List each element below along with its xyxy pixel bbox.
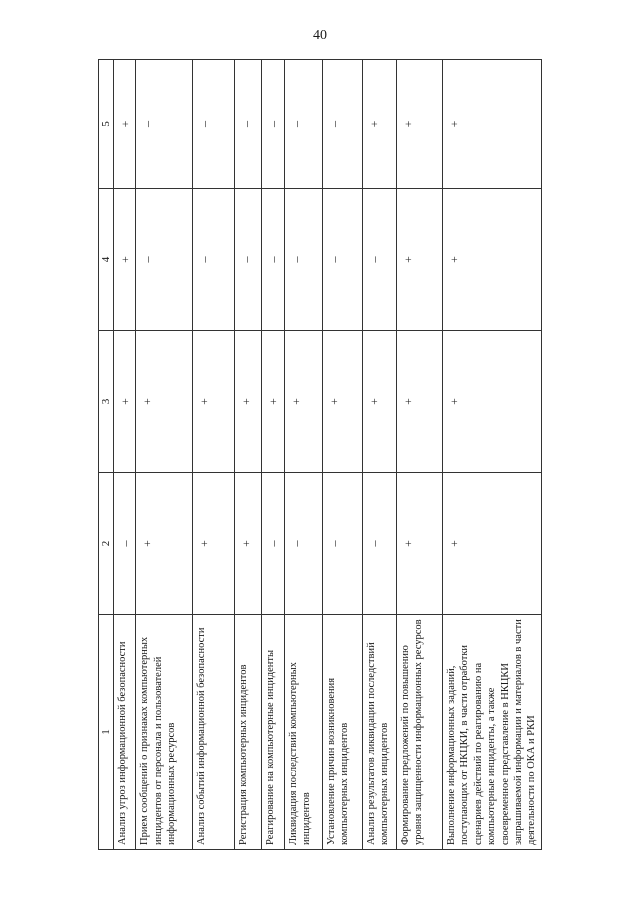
row-label: Ликвидация последствий компьютерных инцидентов	[284, 615, 322, 850]
mark-cell: +	[235, 331, 262, 473]
mark-cell: +	[193, 331, 235, 473]
mark-cell: –	[262, 473, 284, 615]
mark-cell: –	[284, 60, 322, 189]
page-number: 40	[313, 28, 327, 43]
row-label: Регистрация компьютерных инцидентов	[235, 615, 262, 850]
rotated-table-container	[98, 60, 538, 850]
row-label: Формирование предложений по повышению уровня защищенности информационных ресурсов	[396, 615, 442, 850]
mark-cell: +	[396, 189, 442, 331]
mark-cell: –	[193, 60, 235, 189]
header-col-1: 1	[99, 615, 114, 850]
mark-cell: –	[284, 473, 322, 615]
table-row	[322, 60, 362, 850]
table-row	[396, 60, 442, 850]
header-col-2: 2	[99, 473, 114, 615]
header-col-4: 4	[99, 189, 114, 331]
table-row	[235, 60, 262, 850]
mark-cell: +	[362, 331, 396, 473]
table-row	[114, 60, 136, 850]
mark-cell: +	[442, 189, 541, 331]
mark-cell: –	[235, 189, 262, 331]
mark-cell: +	[136, 331, 193, 473]
mark-cell: +	[284, 331, 322, 473]
row-label: Анализ результатов ликвидации последствий компьютерных инцидентов	[362, 615, 396, 850]
row-label: Установление причин возникновения компьютерных инцидентов	[322, 615, 362, 850]
mark-cell: –	[235, 60, 262, 189]
mark-cell: –	[322, 473, 362, 615]
table-row	[442, 60, 541, 850]
table-row	[362, 60, 396, 850]
mark-cell: +	[114, 189, 136, 331]
mark-cell: +	[396, 331, 442, 473]
mark-cell: –	[136, 60, 193, 189]
row-label: Выполнение информационных заданий, поступающих от НКЦКИ, в части отработки сценариев действий по реагированию на компьютерные инциденты, а также своевременное представление в НКЦКИ запрашиваемой информации и материалов в части деятельности по ОКА и РКИ	[442, 615, 541, 850]
mark-cell: +	[396, 473, 442, 615]
mark-cell: –	[322, 60, 362, 189]
table-row	[284, 60, 322, 850]
mark-cell: +	[114, 331, 136, 473]
mark-cell: +	[442, 473, 541, 615]
mark-cell: +	[114, 60, 136, 189]
rotated-table-wrapper	[98, 60, 538, 850]
table-row	[193, 60, 235, 850]
table-row	[262, 60, 284, 850]
mark-cell: –	[362, 189, 396, 331]
mark-cell: –	[262, 189, 284, 331]
mark-cell: –	[284, 189, 322, 331]
mark-cell: +	[136, 473, 193, 615]
table-header-row	[99, 60, 114, 850]
mark-cell: +	[396, 60, 442, 189]
row-label: Реагирование на компьютерные инциденты	[262, 615, 284, 850]
mark-cell: +	[442, 331, 541, 473]
header-col-3: 3	[99, 331, 114, 473]
mark-cell: +	[262, 331, 284, 473]
row-label: Прием сообщений о признаках компьютерных инцидентов от персонала и пользователей информационных ресурсов	[136, 615, 193, 850]
mark-cell: –	[193, 189, 235, 331]
mark-cell: +	[442, 60, 541, 189]
mark-cell: –	[322, 189, 362, 331]
functions-table	[98, 59, 542, 850]
mark-cell: +	[322, 331, 362, 473]
mark-cell: +	[193, 473, 235, 615]
row-label: Анализ угроз информационной безопасности	[114, 615, 136, 850]
mark-cell: –	[136, 189, 193, 331]
header-col-5: 5	[99, 60, 114, 189]
table-row	[136, 60, 193, 850]
mark-cell: –	[262, 60, 284, 189]
mark-cell: +	[362, 60, 396, 189]
row-label: Анализ событий информационной безопасности	[193, 615, 235, 850]
mark-cell: –	[362, 473, 396, 615]
mark-cell: –	[114, 473, 136, 615]
mark-cell: +	[235, 473, 262, 615]
